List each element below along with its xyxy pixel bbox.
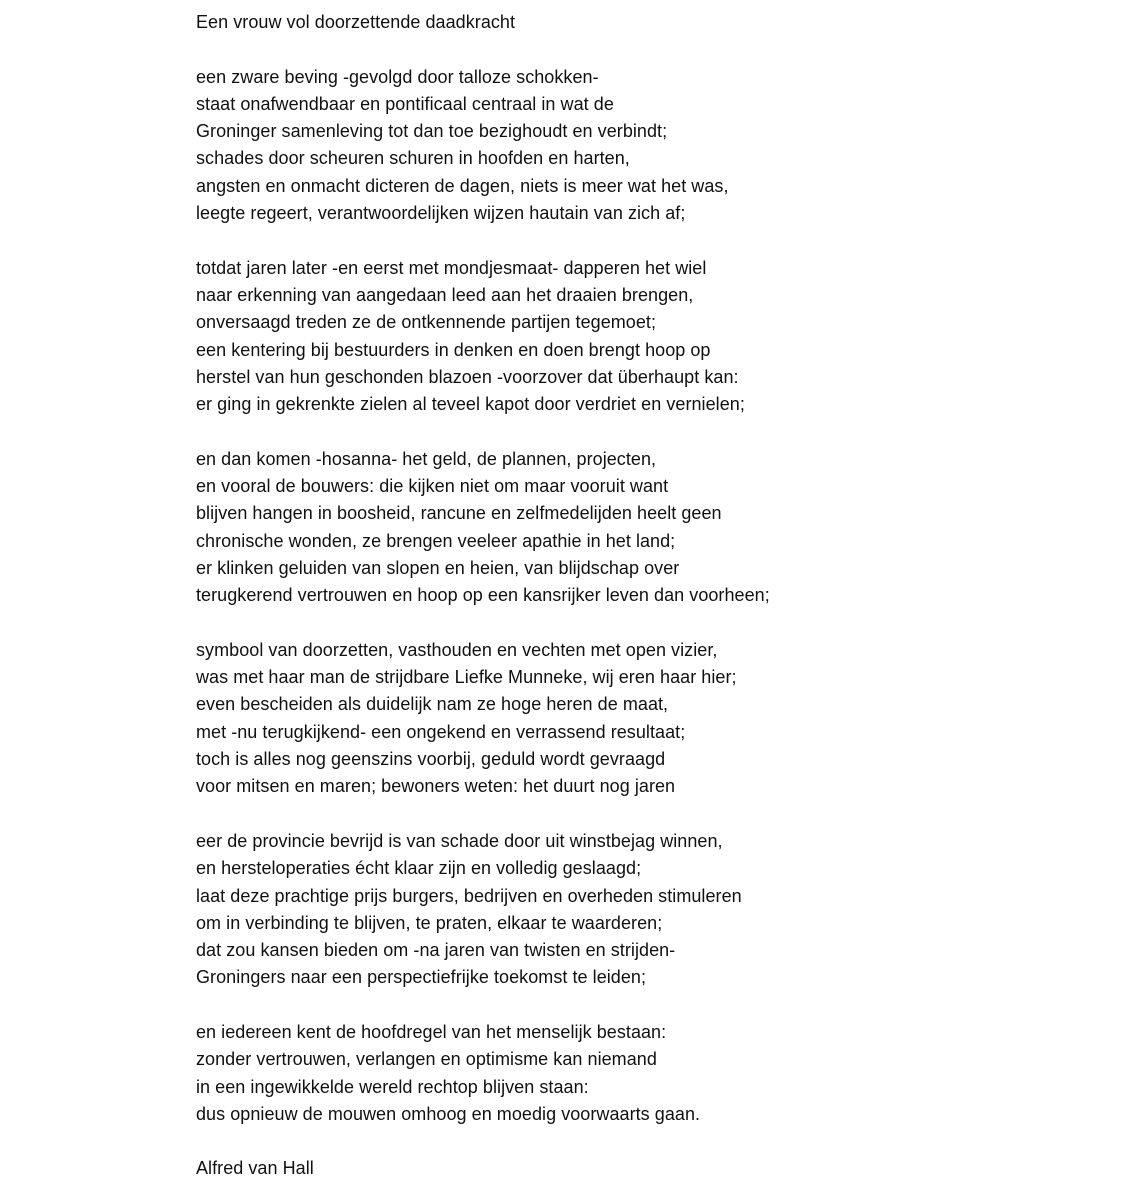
poem-line: dat zou kansen bieden om -na jaren van twisten en strijden- xyxy=(196,940,676,961)
poem-line: er ging in gekrenkte zielen al teveel kapot door verdriet en vernielen; xyxy=(196,394,745,415)
poem-line: en vooral de bouwers: die kijken niet om maar vooruit want xyxy=(196,476,669,497)
poem-line: en dan komen -hosanna- het geld, de plannen, projecten, xyxy=(196,448,657,469)
poem-line: en iedereen kent de hoofdregel van het menselijk bestaan: xyxy=(196,1021,667,1042)
poem-line: leegte regeert, verantwoordelijken wijzen hautain van zich af; xyxy=(196,203,686,224)
poem-line: even bescheiden als duidelijk nam ze hoge heren de maat, xyxy=(196,694,669,715)
stanza-3 xyxy=(196,446,1096,610)
poem-line: om in verbinding te blijven, te praten, elkaar te waarderen; xyxy=(196,912,663,933)
poem-line: eer de provincie bevrijd is van schade door uit winstbejag winnen, xyxy=(196,830,723,851)
poem-line: was met haar man de strijdbare Liefke Munneke, wij eren haar hier; xyxy=(196,667,737,688)
poem-line: een kentering bij bestuurders in denken en doen brengt hoop op xyxy=(196,339,711,360)
poem-line: een zware beving -gevolgd door talloze schokken- xyxy=(196,66,599,87)
stanza-4 xyxy=(196,637,1096,801)
poem-line: herstel van hun geschonden blazoen -voorzover dat überhaupt kan: xyxy=(196,366,739,387)
poem-line: Groningers naar een perspectiefrijke toekomst te leiden; xyxy=(196,967,647,988)
poem-line: dus opnieuw de mouwen omhoog en moedig voorwaarts gaan. xyxy=(196,1103,701,1124)
poem-line: onversaagd treden ze de ontkennende partijen tegemoet; xyxy=(196,312,657,333)
stanza-5 xyxy=(196,828,1096,992)
stanza-2 xyxy=(196,255,1096,419)
poem-line: naar erkenning van aangedaan leed aan het draaien brengen, xyxy=(196,284,694,305)
poem-line: chronische wonden, ze brengen veeleer apathie in het land; xyxy=(196,530,676,551)
poem-line: symbool van doorzetten, vasthouden en vechten met open vizier, xyxy=(196,639,718,660)
poem-line: zonder vertrouwen, verlangen en optimisme kan niemand xyxy=(196,1049,657,1070)
poem-line: laat deze prachtige prijs burgers, bedrijven en overheden stimuleren xyxy=(196,885,742,906)
poem-line: in een ingewikkelde wereld rechtop blijven staan: xyxy=(196,1076,589,1097)
poem-line: angsten en onmacht dicteren de dagen, niets is meer wat het was, xyxy=(196,175,729,196)
poem-line: toch is alles nog geenszins voorbij, geduld wordt gevraagd xyxy=(196,749,666,770)
poem-line: schades door scheuren schuren in hoofden en harten, xyxy=(196,148,630,169)
stanza-1 xyxy=(196,64,1096,228)
poem-line: met -nu terugkijkend- een ongekend en verrassend resultaat; xyxy=(196,721,686,742)
poem-line: voor mitsen en maren; bewoners weten: het duurt nog jaren xyxy=(196,776,676,797)
poem-line: Groninger samenleving tot dan toe bezighoudt en verbindt; xyxy=(196,121,668,142)
poem-line: er klinken geluiden van slopen en heien, van blijdschap over xyxy=(196,557,680,578)
poem-line: blijven hangen in boosheid, rancune en zelfmedelijden heelt geen xyxy=(196,503,722,524)
poem-line: staat onafwendbaar en pontificaal centraal in wat de xyxy=(196,93,614,114)
poem-line: en hersteloperaties écht klaar zijn en volledig geslaagd; xyxy=(196,858,642,879)
poem-document xyxy=(196,9,1096,1183)
poem-line: terugkerend vertrouwen en hoop op een kansrijker leven dan voorheen; xyxy=(196,585,770,606)
stanza-6 xyxy=(196,1019,1096,1128)
poem-line: totdat jaren later -en eerst met mondjesmaat- dapperen het wiel xyxy=(196,257,707,278)
poem-author: Alfred van Hall xyxy=(196,1158,314,1179)
poem-title: Een vrouw vol doorzettende daadkracht xyxy=(196,12,516,32)
